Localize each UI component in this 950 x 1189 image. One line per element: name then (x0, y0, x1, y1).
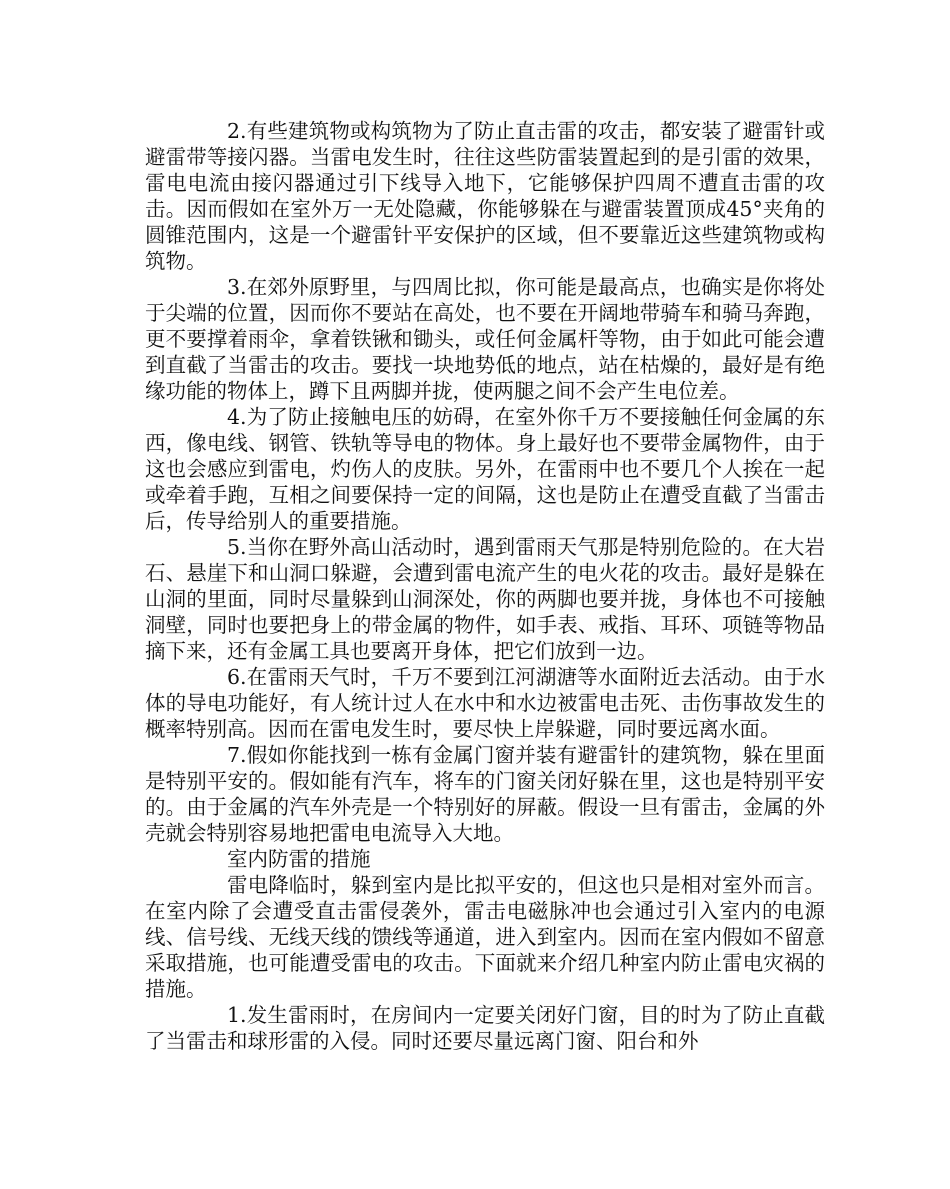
document-body (145, 118, 825, 1054)
paragraph-open-field: 3.在郊外原野里，与四周比拟，你可能是最高点，也确实是你将处于尖端的位置，因而你不要站在高处，也不要在开阔地带骑车和骑马奔跑，更不要撑着雨伞，拿着铁锹和锄头，或任何金属杆等物，由于如此可能会遭到直截了当雷击的攻击。要找一块地势低的地点，站在枯燥的，最好是有绝缘功能的物体上，蹲下且两脚并拢，使两腿之间不会产生电位差。 (145, 275, 825, 403)
paragraph-lightning-rod: 2.有些建筑物或构筑物为了防止直击雷的攻击，都安装了避雷针或避雷带等接闪器。当雷电发生时，往往这些防雷装置起到的是引雷的效果，雷电电流由接闪器通过引下线导入地下，它能够保护四周不遭直击雷的攻击。因而假如在室外万一无处隐藏，你能够躲在与避雷装置顶成45°夹角的圆锥范围内，这是一个避雷针平安保护的区域，但不要靠近这些建筑物或构筑物。 (145, 119, 825, 273)
paragraph-indoor-intro: 雷电降临时，躲到室内是比拟平安的，但这也只是相对室外而言。在室内除了会遭受直击雷侵袭外，雷击电磁脉冲也会通过引入室内的电源线、信号线、无线天线的馈线等通道，进入到室内。因而在室内假如不留意采取措施，也可能遭受雷电的攻击。下面就来介绍几种室内防止雷电灾祸的措施。 (145, 873, 825, 1001)
paragraph-water: 6.在雷雨天气时，千万不要到江河湖溏等水面附近去活动。由于水体的导电功能好，有人统计过人在水中和水边被雷电击死、击伤事故发生的概率特别高。因而在雷电发生时，要尽快上岸躲避，同时要远离水面。 (145, 665, 825, 741)
paragraph-indoor-windows: 1.发生雷雨时，在房间内一定要关闭好门窗，目的时为了防止直截了当雷击和球形雷的入侵。同时还要尽量远离门窗、阳台和外 (145, 1003, 825, 1053)
paragraph-shelter: 7.假如你能找到一栋有金属门窗并装有避雷针的建筑物，躲在里面是特别平安的。假如能有汽车，将车的门窗关闭好躲在里，这也是特别平安的。由于金属的汽车外壳是一个特别好的屏蔽。假设一旦有雷击，金属的外壳就会特别容易地把雷电电流导入大地。 (145, 743, 825, 845)
paragraph-mountain: 5.当你在野外高山活动时，遇到雷雨天气那是特别危险的。在大岩石、悬崖下和山洞口躲避，会遭到雷电流产生的电火花的攻击。最好是躲在山洞的里面，同时尽量躲到山洞深处，你的两脚也要并拢，身体也不可接触洞壁，同时也要把身上的带金属的物件，如手表、戒指、耳环、项链等物品摘下来，还有金属工具也要离开身体，把它们放到一边。 (145, 535, 825, 663)
paragraph-contact-voltage: 4.为了防止接触电压的妨碍，在室外你千万不要接触任何金属的东西，像电线、钢管、铁轨等导电的物体。身上最好也不要带金属物件，由于这也会感应到雷电，灼伤人的皮肤。另外，在雷雨中也不要几个人挨在一起或牵着手跑，互相之间要保持一定的间隔，这也是防止在遭受直截了当雷击后，传导给别人的重要措施。 (145, 405, 825, 533)
section-heading: 室内防雷的措施 (227, 847, 371, 871)
